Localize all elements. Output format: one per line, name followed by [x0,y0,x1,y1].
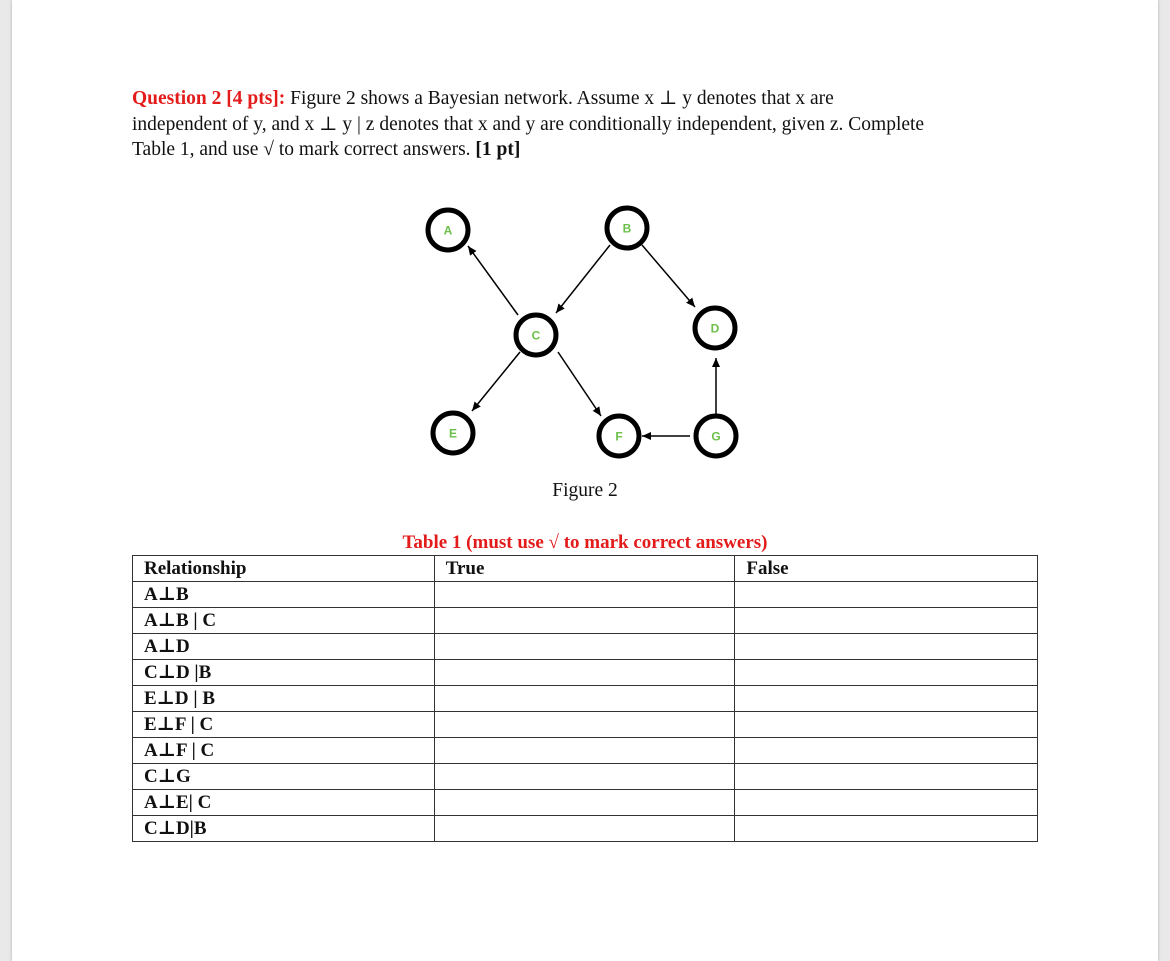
node-c [516,315,556,355]
table-row [133,712,1038,738]
false-answer-cell[interactable] [735,738,1038,764]
svg-text:F: F [615,429,623,444]
node-e [433,413,473,453]
node-f [599,416,639,456]
relationship-cell: A⊥B [133,582,435,608]
question-heading: Question 2 [4 pts]: [132,88,286,109]
question-text [132,86,1012,163]
false-answer-cell[interactable] [735,582,1038,608]
true-answer-cell[interactable] [434,816,735,842]
false-answer-cell[interactable] [735,712,1038,738]
table-row [133,764,1038,790]
false-answer-cell[interactable] [735,608,1038,634]
relationship-cell: C⊥G [133,764,435,790]
svg-text:C: C [531,328,541,343]
node-d [695,308,735,348]
relationship-cell: C⊥D |B [133,660,435,686]
false-answer-cell[interactable] [735,816,1038,842]
true-answer-cell[interactable] [434,582,735,608]
relationship-cell: C⊥D|B [133,816,435,842]
edge-c-f [558,352,601,416]
true-answer-cell[interactable] [434,738,735,764]
false-answer-cell[interactable] [735,634,1038,660]
svg-text:B: B [622,221,632,236]
relationship-table [132,555,1038,842]
svg-text:G: G [711,429,721,444]
false-answer-cell[interactable] [735,790,1038,816]
relationship-cell: A⊥E| C [133,790,435,816]
question-line-3: Table 1, and use √ to mark correct answers. [1 pt] [132,139,521,160]
true-answer-cell[interactable] [434,608,735,634]
header-relationship: Relationship [133,556,435,582]
table-row [133,660,1038,686]
points-label: [1 pt] [475,139,521,160]
table-caption: Table 1 (must use √ to mark correct answers) [402,532,768,553]
node-g [696,416,736,456]
svg-text:E: E [448,426,458,441]
edge-c-a [468,246,518,315]
table-row [133,790,1038,816]
question-line-1: Question 2 [4 pts]: Figure 2 shows a Bayesian network. Assume x ⊥ y denotes that x are [132,88,834,109]
false-answer-cell[interactable] [735,686,1038,712]
figure-caption: Figure 2 [552,480,618,501]
table-row [133,686,1038,712]
table-row [133,738,1038,764]
edge-b-d [642,245,695,307]
svg-text:A: A [443,223,453,238]
table-row [133,634,1038,660]
question-line-2: independent of y, and x ⊥ y | z denotes that x and y are conditionally independent, given z. Complete [132,113,925,135]
edge-c-e [472,352,520,411]
node-a [428,210,468,250]
true-answer-cell[interactable] [434,634,735,660]
table-header-row [133,556,1038,582]
relationship-cell: E⊥D | B [133,686,435,712]
relationship-cell: A⊥F | C [133,738,435,764]
true-answer-cell[interactable] [434,764,735,790]
false-answer-cell[interactable] [735,764,1038,790]
bayesian-network-diagram [400,195,780,475]
true-answer-cell[interactable] [434,790,735,816]
relationship-cell: E⊥F | C [133,712,435,738]
node-b [607,208,647,248]
true-answer-cell[interactable] [434,660,735,686]
bayesian-network-figure [400,195,780,475]
relationship-cell: A⊥D [133,634,435,660]
table-row [133,582,1038,608]
table-row [133,816,1038,842]
edge-b-c [556,245,610,313]
true-answer-cell[interactable] [434,712,735,738]
svg-text:D: D [710,321,720,336]
false-answer-cell[interactable] [735,660,1038,686]
header-false: False [735,556,1038,582]
table-row [133,608,1038,634]
header-true: True [434,556,735,582]
relationship-cell: A⊥B | C [133,608,435,634]
true-answer-cell[interactable] [434,686,735,712]
